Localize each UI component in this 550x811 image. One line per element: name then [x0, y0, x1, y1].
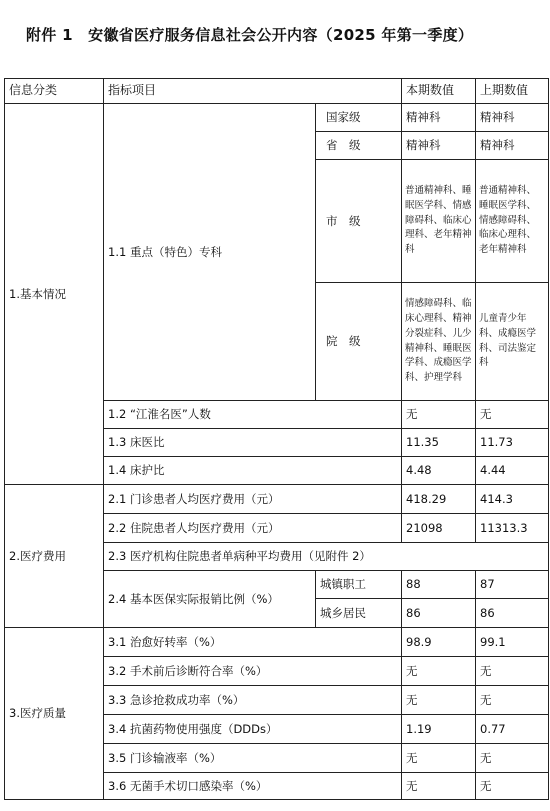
- previous-value: 11313.3: [476, 514, 549, 543]
- current-value: 情感障碍科、临床心理科、精神分裂症科、儿少精神科、睡眠医学科、成瘾医学科、护理学科: [402, 283, 476, 401]
- indicator-label: 1.2 “江淮名医”人数: [104, 401, 402, 429]
- indicator-label: 2.2 住院患者人均医疗费用（元）: [104, 514, 402, 543]
- indicator-label: 1.4 床护比: [104, 457, 402, 485]
- previous-value: 无: [476, 744, 549, 773]
- table-row: [5, 628, 549, 657]
- category-cost: 2.医疗费用: [5, 485, 104, 628]
- current-value: 无: [402, 657, 476, 686]
- current-value: 精神科: [402, 104, 476, 132]
- current-value: 4.48: [402, 457, 476, 485]
- insurance-type: 城镇职工: [316, 571, 402, 599]
- previous-value: 87: [476, 571, 549, 599]
- page-title: 附件 1 安徽省医疗服务信息社会公开内容（2025 年第一季度）: [26, 26, 474, 44]
- indicator-insurance: 2.4 基本医保实际报销比例（%）: [104, 571, 316, 628]
- indicator-label: 3.2 手术前后诊断符合率（%）: [104, 657, 402, 686]
- indicator-label: 3.1 治愈好转率（%）: [104, 628, 402, 657]
- header-category: 信息分类: [5, 79, 104, 104]
- current-value: 无: [402, 773, 476, 800]
- indicator-label: 3.4 抗菌药物使用强度（DDDs）: [104, 715, 402, 744]
- previous-value: 0.77: [476, 715, 549, 744]
- previous-value: 86: [476, 599, 549, 628]
- current-value: 无: [402, 744, 476, 773]
- previous-value: 儿童青少年科、成瘾医学科、司法鉴定科: [476, 283, 549, 401]
- current-value: 418.29: [402, 485, 476, 514]
- current-value: 21098: [402, 514, 476, 543]
- indicator-label: 3.3 急诊抢救成功率（%）: [104, 686, 402, 715]
- header-current: 本期数值: [402, 79, 476, 104]
- previous-value: 无: [476, 401, 549, 429]
- header-previous: 上期数值: [476, 79, 549, 104]
- previous-value: 无: [476, 657, 549, 686]
- level-name: 国家级: [316, 104, 402, 132]
- info-table: [4, 78, 549, 800]
- previous-value: 无: [476, 773, 549, 800]
- current-value: 1.19: [402, 715, 476, 744]
- indicator-label: 3.5 门诊输液率（%）: [104, 744, 402, 773]
- current-value: 精神科: [402, 132, 476, 160]
- current-value: 无: [402, 686, 476, 715]
- previous-value: 无: [476, 686, 549, 715]
- indicator-specialty: 1.1 重点（特色）专科: [104, 104, 316, 401]
- level-name: 院 级: [316, 283, 402, 401]
- current-value: 88: [402, 571, 476, 599]
- current-value: 98.9: [402, 628, 476, 657]
- category-quality: 3.医疗质量: [5, 628, 104, 800]
- previous-value: 99.1: [476, 628, 549, 657]
- previous-value: 4.44: [476, 457, 549, 485]
- previous-value: 11.73: [476, 429, 549, 457]
- indicator-label: 2.1 门诊患者人均医疗费用（元）: [104, 485, 402, 514]
- previous-value: 精神科: [476, 104, 549, 132]
- table-row: [5, 104, 549, 132]
- category-basic: 1.基本情况: [5, 104, 104, 485]
- previous-value: 精神科: [476, 132, 549, 160]
- indicator-label: 3.6 无菌手术切口感染率（%）: [104, 773, 402, 800]
- previous-value: 414.3: [476, 485, 549, 514]
- indicator-note: 2.3 医疗机构住院患者单病种平均费用（见附件 2）: [104, 543, 549, 571]
- indicator-label: 1.3 床医比: [104, 429, 402, 457]
- table-header-row: [5, 79, 549, 104]
- previous-value: 普通精神科、睡眠医学科、情感障碍科、临床心理科、老年精神科: [476, 160, 549, 283]
- current-value: 无: [402, 401, 476, 429]
- level-name: 省 级: [316, 132, 402, 160]
- current-value: 86: [402, 599, 476, 628]
- current-value: 普通精神科、睡眠医学科、情感障碍科、临床心理科、老年精神科: [402, 160, 476, 283]
- level-name: 市 级: [316, 160, 402, 283]
- table-row: [5, 485, 549, 514]
- insurance-type: 城乡居民: [316, 599, 402, 628]
- header-indicator: 指标项目: [104, 79, 402, 104]
- current-value: 11.35: [402, 429, 476, 457]
